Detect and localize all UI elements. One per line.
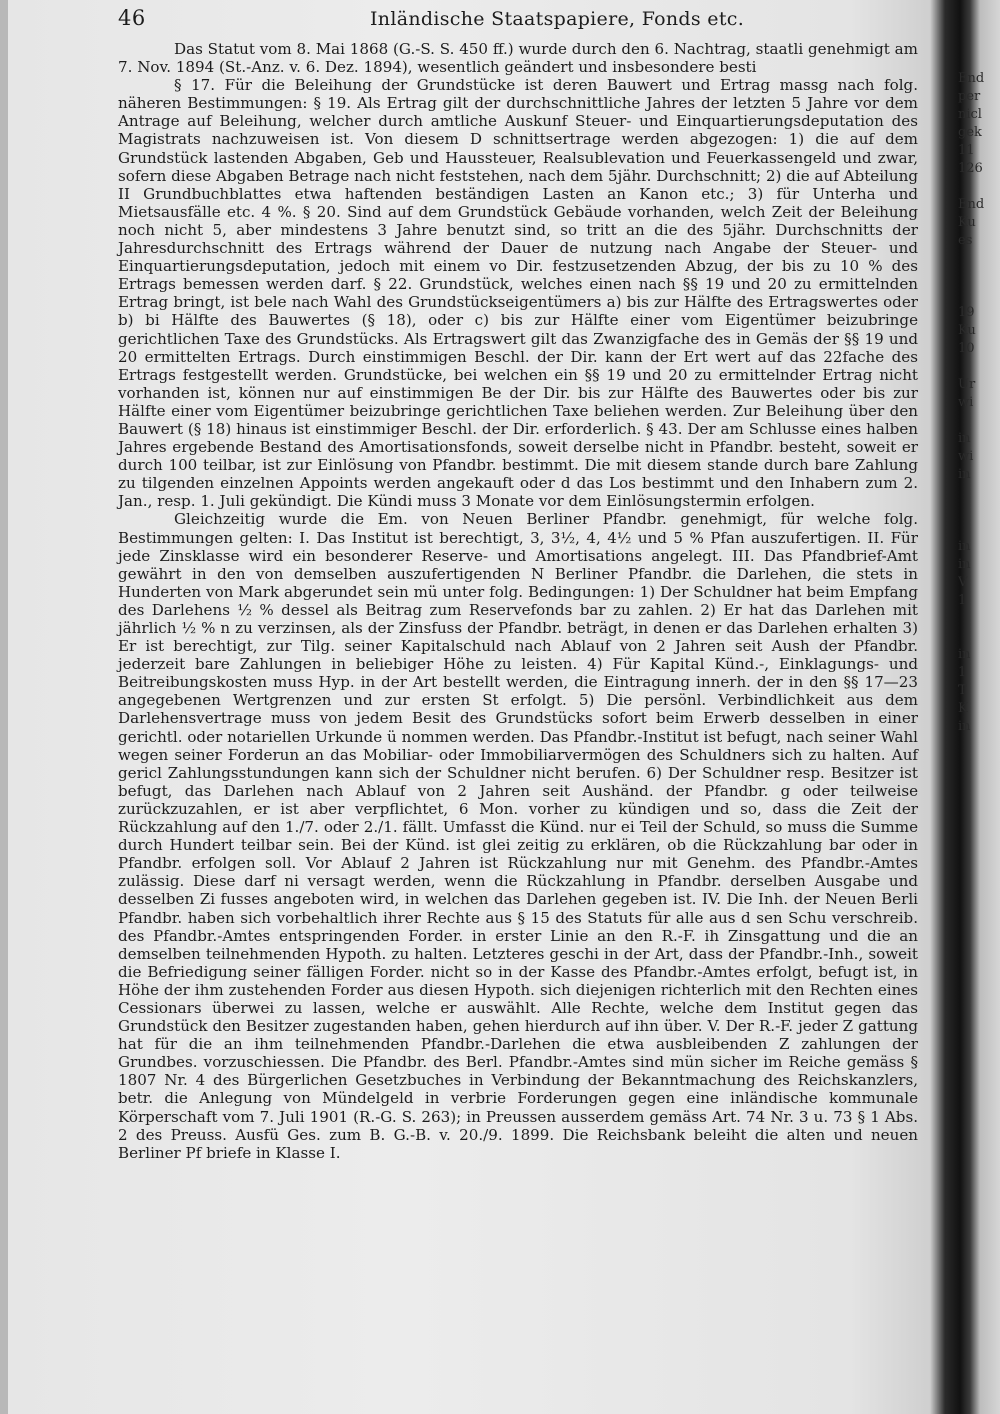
body-text [118,40,918,1162]
page-header [118,6,918,36]
page-edge [0,0,8,1414]
running-title: Inländische Staatspapiere, Fonds etc. [370,8,745,30]
paragraph-lending-rules: § 17. Für die Beleihung der Grundstücke ist deren Bauwert und Ertrag massg nach folg. näheren Bestimmungen: § 19. Als Ertrag gilt der durchschnittliche Jahres der letzten 5 Jahre vor dem Antrage auf Beleihung, welcher durch amtliche Auskunf Steuer- und Einquartierungsdeputation des Magistrats nachzuweisen ist. Von diesem D schnittsertrage werden abgezogen: 1) die auf dem Grundstück lastenden Abgaben, Geb und Haussteuer, Realsublevation und Feuerkassengeld und zwar, sofern diese Abgaben Betrage nach nicht feststehen, nach dem 5jähr. Durchschnitt; 2) die auf Abteilung II Grundbuchblattes etwa haftenden beständigen Lasten an Kanon etc.; 3) für Unterha und Mietsausfälle etc. 4 %. § 20. Sind auf dem Grundstück Gebäude vorhanden, welch Zeit der Beleihung noch nicht 5, aber mindestens 3 Jahre benutzt sind, so tritt an die des 5jähr. Durchschnitts der Jahresdurchschnitt des Ertrags während der Dauer de nutzung nach Angabe der Steuer- und Einquartierungsdeputation, jedoch mit einem vo Dir. festzusetzenden Abzug, der bis zu 10 % des Ertrags bemessen werden darf. § 22. Grundstück, welches einen nach §§ 19 und 20 zu ermittelnden Ertrag bringt, ist bele nach Wahl des Grundstückseigentümers a) bis zur Hälfte des Ertragswertes oder b) bi Hälfte des Bauwertes (§ 18), oder c) bis zur Hälfte einer vom Eigentümer beizubringe gerichtlichen Taxe des Grundstücks. Als Ertragswert gilt das Zwanzigfache des in Gemäs der §§ 19 und 20 ermittelten Ertrags. Durch einstimmigen Beschl. der Dir. kann der Ert wert auf das 22fache des Ertrags festgestellt werden. Grundstücke, bei welchen ein §§ 19 und 20 zu ermittelnder Ertrag nicht vorhanden ist, können nur auf einstimmigen Be der Dir. bis zur Hälfte des Bauwertes oder bis zur Hälfte einer vom Eigentümer beizubringe gerichtlichen Taxe beliehen werden. Zur Beleihung über den Bauwert (§ 18) hinaus ist einstimmiger Beschl. der Dir. erforderlich. § 43. Der am Schlusse eines halben Jahres ergebende Bestand des Amortisationsfonds, soweit derselbe nicht in Pfandbr. besteht, soweit er durch 100 teilbar, ist zur Einlösung von Pfandbr. bestimmt. Die mit diesem stande durch bare Zahlung zu tilgenden einzelnen Appoints werden angekauft oder d das Los bestimmt und den Inhabern zum 2. Jan., resp. 1. Juli gekündigt. Die Kündi muss 3 Monate vor dem Einlösungstermin erfolgen. [118,76,918,511]
page-number: 46 [118,6,146,30]
adjacent-page-fragments: End per nicl gek 11 126 End Ku es 19 Ku 10 Ur wi in wi in in in V 1 in 1 T K in [958,71,985,734]
paragraph-new-pfandbriefe: Gleichzeitig wurde die Em. von Neuen Berliner Pfandbr. genehmigt, für welche folg. Bestimmungen gelten: I. Das Institut ist berechtigt, 3, 3½, 4, 4½ und 5 % Pfan auszufertigen. II. Für jede Zinsklasse wird ein besonderer Reserve- und Amortisations angelegt. III. Das Pfandbrief-Amt gewährt in den von demselben auszufertigenden N Berliner Pfandbr. die Darlehen, die stets in Hunderten von Mark abgerundet sein mü unter folg. Bedingungen: 1) Der Schuldner hat beim Empfang des Darlehens ½ % dessel als Beitrag zum Reservefonds bar zu zahlen. 2) Er hat das Darlehen mit jährlich ½ % n zu verzinsen, als der Zinsfuss der Pfandbr. beträgt, in denen er das Darlehen erhalten 3) Er ist berechtigt, zur Tilg. seiner Kapitalschuld nach Ablauf von 2 Jahren seit Aush der Pfandbr. jederzeit bare Zahlungen in beliebiger Höhe zu leisten. 4) Für Kapital Künd.-, Einklagungs- und Beitreibungskosten muss Hyp. in der Art bestellt werden, die Eintragung innerh. der in den §§ 17—23 angegebenen Wertgrenzen und zur ersten St erfolgt. 5) Die persönl. Verbindlichkeit aus dem Darlehensvertrage muss von jedem Besit des Grundstücks sofort beim Erwerb desselben in einer gerichtl. oder notariellen Urkunde ü nommen werden. Das Pfandbr.-Institut ist befugt, nach seiner Wahl wegen seiner Forderun an das Mobiliar- oder Immobiliarvermögen des Schuldners sich zu halten. Auf gericl Zahlungsstundungen kann sich der Schuldner nicht berufen. 6) Der Schuldner resp. Besitzer ist befugt, das Darlehen nach Ablauf von 2 Jahren seit Aushänd. der Pfandbr. g oder teilweise zurückzuzahlen, er ist aber verpflichtet, 6 Mon. vorher zu kündigen und so, dass die Zeit der Rückzahlung auf den 1./7. oder 2./1. fällt. Umfasst die Künd. nur ei Teil der Schuld, so muss die Summe durch Hundert teilbar sein. Bei der Künd. ist glei zeitig zu erklären, ob die Rückzahlung bar oder in Pfandbr. erfolgen soll. Vor Ablauf 2 Jahren ist Rückzahlung nur mit Genehm. des Pfandbr.-Amtes zulässig. Diese darf ni versagt werden, wenn die Rückzahlung in Pfandbr. derselben Ausgabe und desselben Zi fusses angeboten wird, in welchen das Darlehen gegeben ist. IV. Die Inh. der Neuen Berli Pfandbr. haben sich vorbehaltlich ihrer Rechte aus § 15 des Statuts für alle aus d sen Schu verschreib. des Pfandbr.-Amtes entspringenden Forder. in erster Linie an den R.-F. ih Zinsgattung und die an demselben teilnehmenden Hypoth. zu halten. Letzteres geschi in der Art, dass der Pfandbr.-Inh., soweit die Befriedigung seiner fälligen Forder. nicht so in der Kasse des Pfandbr.-Amtes erfolgt, befugt ist, in Höhe der ihm zustehenden Forder aus diesen Hypoth. sich diejenigen richterlich mit den Rechten eines Cessionars überwei zu lassen, welche er auswählt. Alle Rechte, welche dem Institut gegen das Grundstück den Besitzer zugestanden haben, gehen hierdurch auf ihn über. V. Der R.-F. jeder Z gattung hat für die an ihm teilnehmenden Pfandbr.-Darlehen die etwa ausbleibenden Z zahlungen der Grundbes. vorzuschiessen. Die Pfandbr. des Berl. Pfandbr.-Amtes sind mün sicher im Reiche gemäss § 1807 Nr. 4 des Bürgerlichen Gesetzbuches in Verbindung der Bekanntmachung des Reichskanzlers, betr. die Anlegung von Mündelgeld in verbrie Forderungen gegen eine inländische kommunale Körperschaft vom 7. Juli 1901 (R.-G. S. 263); in Preussen ausserdem gemäss Art. 74 Nr. 3 u. 73 § 1 Abs. 2 des Preuss. Ausfü Ges. zum B. G.-B. v. 20./9. 1899. Die Reichsbank beleiht die alten und neuen Berliner Pf briefe in Klasse I. [118,510,918,1162]
paragraph-statute: Das Statut vom 8. Mai 1868 (G.-S. S. 450 ff.) wurde durch den 6. Nachtrag, staatli genehmigt am 7. Nov. 1894 (St.-Anz. v. 6. Dez. 1894), wesentlich geändert und insbesondere besti [118,40,918,77]
